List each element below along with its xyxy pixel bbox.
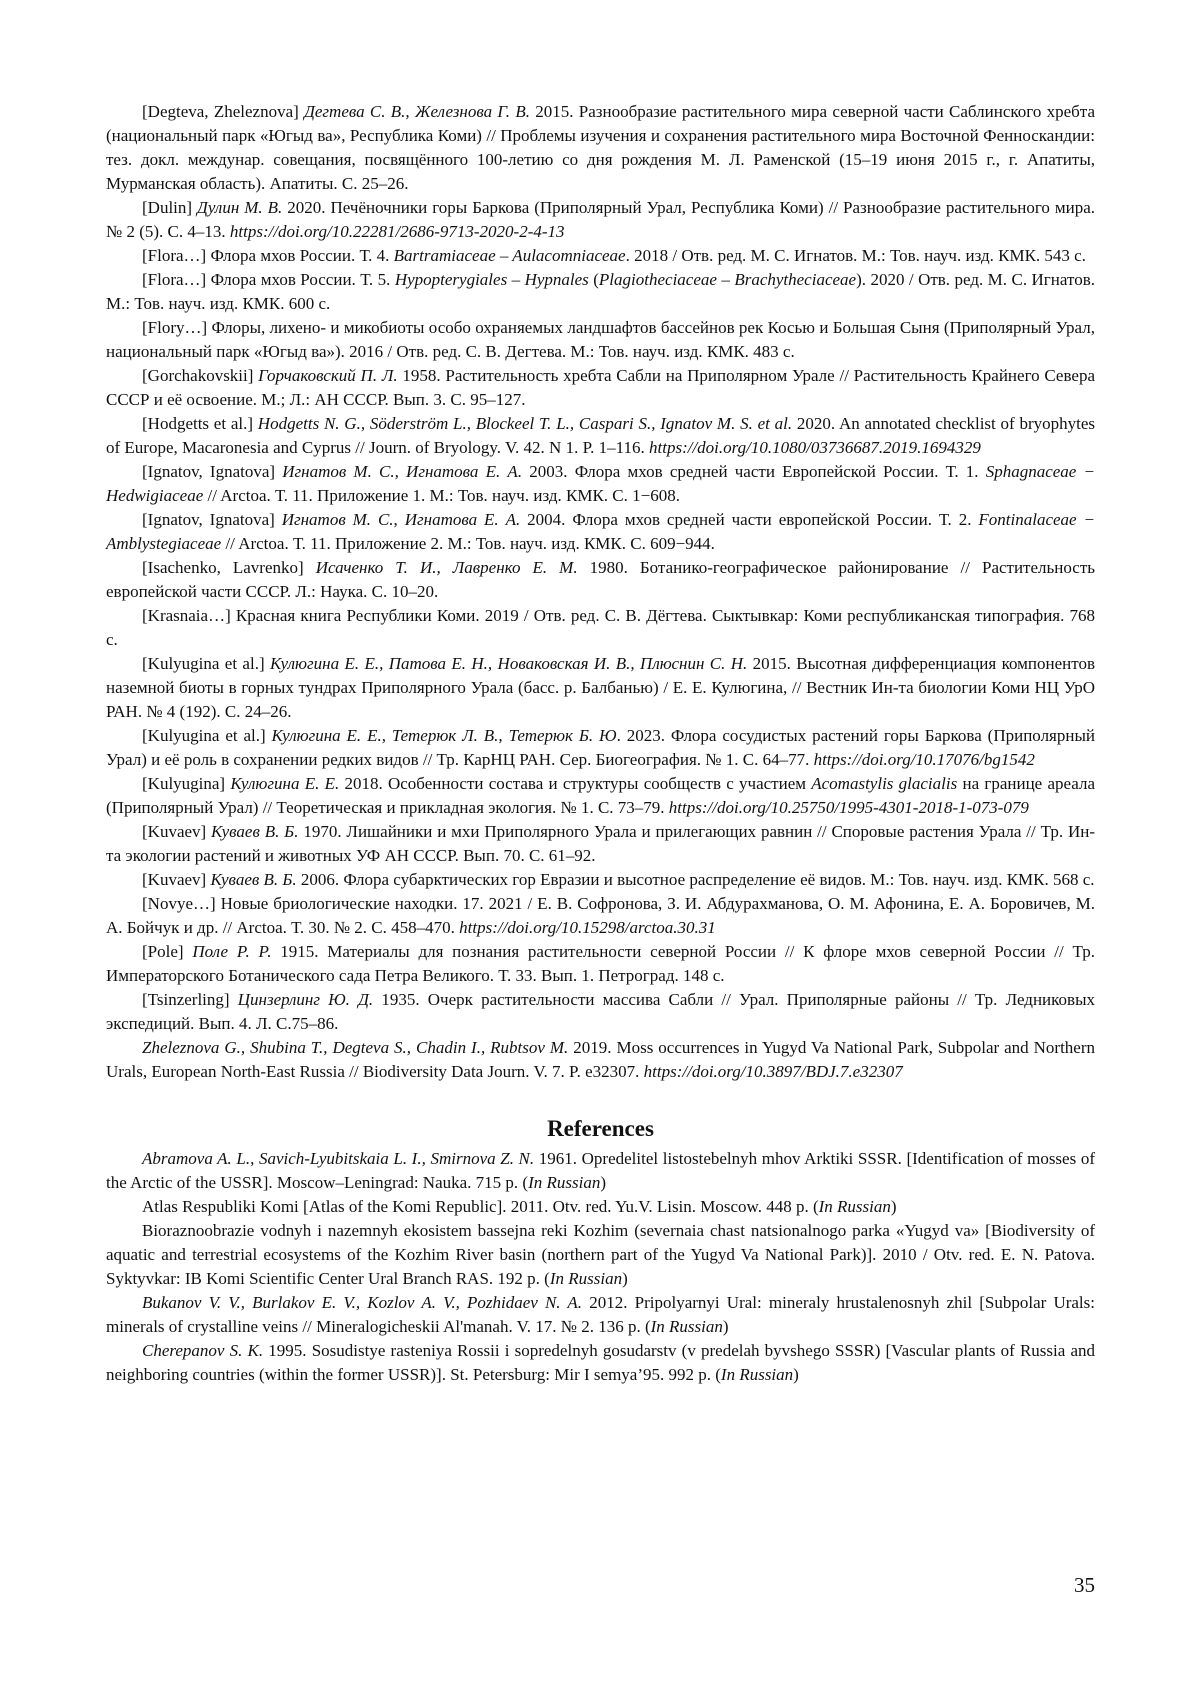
references-list [106, 1147, 1095, 1387]
italic-text: https://doi.org/10.22281/2686-9713-2020-2-4-13 [230, 222, 565, 241]
reference-text: [Ignatov, Ignatova] [142, 462, 282, 481]
reference-text: ) [723, 1317, 729, 1336]
reference-entry [106, 244, 1095, 268]
reference-entry [106, 868, 1095, 892]
italic-text: Дулин М. В. [197, 198, 282, 217]
reference-text: 1958. Растительность хребта Сабли на Приполярном Урале // Растительность Крайнего Севера СССР и её освоение. М.; Л.: АН СССР. Вып. 3. С. 95–127. [106, 366, 1095, 409]
italic-text: Cherepanov S. K. [142, 1341, 263, 1360]
reference-text: [Novye…] Новые бриологические находки. 17. 2021 / Е. В. Софронова, З. И. Абдурахманова, О. М. Афонина, Е. А. Боровичев, М. А. Бойчук и др. // Arctoa. Т. 30. № 2. С. 458–470. [106, 894, 1095, 937]
italic-text: Sphagnaceae − Hedwigiaceae [106, 462, 1095, 505]
reference-entry [106, 196, 1095, 244]
reference-text: [Hodgetts et al.] [142, 414, 258, 433]
reference-text: . 2018 / Отв. ред. М. С. Игнатов. М.: Тов. науч. изд. КМК. 543 с. [626, 246, 1086, 265]
italic-text: In Russian [528, 1173, 600, 1192]
reference-text: 1915. Материалы для познания растительности северной России // К флоре мхов северной России // Тр. Императорского Ботанического сада Петра Великого. Т. 33. Вып. 1. Петроград. 148 с. [106, 942, 1095, 985]
reference-text: [Degteva, Zheleznova] [142, 102, 304, 121]
italic-text: Acomastylis glacialis [811, 774, 957, 793]
reference-entry [106, 1147, 1095, 1195]
italic-text: Plagiotheciaceae – Brachytheciaceae [599, 270, 856, 289]
reference-entry [106, 724, 1095, 772]
reference-text: ) [622, 1269, 628, 1288]
reference-text: ). 2020 / Отв. ред. М. С. Игнатов. М.: Тов. науч. изд. КМК. 600 с. [106, 270, 1095, 313]
reference-text: [Pole] [142, 942, 192, 961]
reference-text: // Arctoa. Т. 11. Приложение 2. М.: Тов. науч. изд. КМК. С. 609−944. [221, 534, 715, 553]
reference-entry [106, 652, 1095, 724]
italic-text: Кулюгина Е. Е. [230, 774, 339, 793]
reference-text: 2018. Особенности состава и структуры сообществ с участием [339, 774, 811, 793]
page-number: 35 [1050, 1573, 1095, 1597]
reference-text: [Kuvaev] [142, 822, 211, 841]
reference-entry [106, 316, 1095, 364]
reference-entry [106, 604, 1095, 652]
reference-text: Bioraznoobrazie vodnyh i nazemnyh ekosistem bassejna reki Kozhim (severnaia chast natsionalnogo parka «Yugyd va» [Biodiversity of aquatic and terrestrial ecosystems of the Kozhim River basin (northern part of the Yugyd Va National Park)]. 2010 / Otv. red. E. N. Patova. Syktyvkar: IB Komi Scientific Center Ural Branch RAS. 192 p. ( [106, 1221, 1095, 1288]
reference-text: 2012. Pripolyarnyi Ural: mineraly hrustalenosnyh zhil [Subpolar Urals: minerals of crystalline veins // Mineralogicheskii Al'manah. V. 17. № 2. 136 p. ( [106, 1293, 1095, 1336]
reference-text: [Kulyugina et al.] [142, 654, 270, 673]
italic-text: Куваев В. Б. [211, 822, 298, 841]
reference-text: [Isachenko, Lavrenko] [142, 558, 316, 577]
italic-text: Hypopterygiales – Hypnales [395, 270, 589, 289]
reference-text: // Arctoa. Т. 11. Приложение 1. М.: Тов. науч. изд. КМК. С. 1−608. [203, 486, 680, 505]
italic-text: Игнатов М. С., Игнатова Е. А. [282, 510, 521, 529]
reference-entry [106, 364, 1095, 412]
russian-reference-list [106, 100, 1095, 1084]
reference-entry [106, 1339, 1095, 1387]
reference-text: [Kuvaev] [142, 870, 210, 889]
reference-text: на границе ареала (Приполярный Урал) // Теоретическая и прикладная экология. № 1. С. 73–79. [106, 774, 1095, 817]
reference-entry [106, 100, 1095, 196]
reference-text: Atlas Respubliki Komi [Atlas of the Komi Republic]. 2011. Otv. red. Yu.V. Lisin. Moscow. 448 p. ( [142, 1197, 819, 1216]
reference-text: [Flora…] Флора мхов России. Т. 4. [142, 246, 394, 265]
reference-text: [Flory…] Флоры, лихено- и микобиоты особо охраняемых ландшафтов бассейнов рек Косью и Большая Сыня (Приполярный Урал, национальный парк «Югыд ва»). 2016 / Отв. ред. С. В. Дегтева. М.: Тов. науч. изд. КМК. 483 с. [106, 318, 1095, 361]
italic-text: https://doi.org/10.25750/1995-4301-2018-1-073-079 [669, 798, 1029, 817]
reference-text: 2003. Флора мхов средней части Европейской России. Т. 1. [522, 462, 986, 481]
reference-text: ) [891, 1197, 897, 1216]
reference-entry [106, 772, 1095, 820]
page-content [106, 100, 1095, 1387]
reference-entry [106, 1291, 1095, 1339]
references-heading: References [106, 1115, 1095, 1143]
reference-text: 2020. Печёночники горы Баркова (Приполярный Урал, Республика Коми) // Разнообразие растительного мира. № 2 (5). С. 4–13. [106, 198, 1095, 241]
reference-text: 2004. Флора мхов средней части европейской России. Т. 2. [520, 510, 978, 529]
reference-text: [Gorchakovskii] [142, 366, 258, 385]
reference-text: [Kulyugina et al.] [142, 726, 272, 745]
reference-entry [106, 268, 1095, 316]
italic-text: Исаченко Т. И., Лавренко Е. М. [316, 558, 578, 577]
document-page [0, 0, 1200, 1694]
reference-text: 1970. Лишайники и мхи Приполярного Урала и прилегающих равнин // Споровые растения Урала // Тр. Ин-та экологии растений и животных УФ АН СССР. Вып. 70. С. 61–92. [106, 822, 1095, 865]
italic-text: In Russian [550, 1269, 622, 1288]
italic-text: Дегтева С. В., Железнова Г. В. [304, 102, 530, 121]
italic-text: Bukanov V. V., Burlakov E. V., Kozlov A. V., Pozhidaev N. A. [142, 1293, 582, 1312]
reference-entry [106, 1219, 1095, 1291]
reference-text: 2006. Флора субарктических гор Евразии и высотное распределение её видов. М.: Тов. науч. изд. КМК. 568 с. [297, 870, 1095, 889]
reference-text: 1935. Очерк растительности массива Сабли // Урал. Приполярные районы // Тр. Ледниковых экспедиций. Вып. 4. Л. С.75–86. [106, 990, 1095, 1033]
italic-text: https://doi.org/10.15298/arctoa.30.31 [459, 918, 716, 937]
italic-text: In Russian [651, 1317, 723, 1336]
reference-entry [106, 508, 1095, 556]
italic-text: Fontinalaceae − Amblystegiaceae [106, 510, 1095, 553]
reference-text: [Flora…] Флора мхов России. Т. 5. [142, 270, 395, 289]
italic-text: Hodgetts N. G., Söderström L., Blockeel T. L., Caspari S., Ignatov M. S. et al. [258, 414, 792, 433]
reference-entry [106, 1195, 1095, 1219]
reference-text: ( [589, 270, 599, 289]
reference-entry [106, 412, 1095, 460]
italic-text: In Russian [721, 1365, 793, 1384]
italic-text: Куваев В. Б. [210, 870, 296, 889]
reference-text: 1961. Opredelitel listostebelnyh mhov Arktiki SSSR. [Identification of mosses of the Arctic of the USSR]. Moscow–Leningrad: Nauka. 715 p. ( [106, 1149, 1095, 1192]
reference-text: 2015. Разнообразие растительного мира северной части Саблинского хребта (национальный парк «Югыд ва», Республика Коми) // Проблемы изучения и сохранения растительного мира Восточной Фенноскандии: тез. докл. междунар. совещания, посвящённого 100-летию со дня рождения М. Л. Раменской (15–19 июня 2015 г., г. Апатиты, Мурманская область). Апатиты. С. 25–26. [106, 102, 1095, 193]
reference-entry [106, 988, 1095, 1036]
italic-text: https://doi.org/10.17076/bg1542 [814, 750, 1035, 769]
italic-text: Bartramiaceae – Aulacomniaceae [394, 246, 626, 265]
reference-text: 1980. Ботанико-географическое районирование // Растительность европейской части СССР. Л.: Наука. С. 10–20. [106, 558, 1095, 601]
italic-text: https://doi.org/10.1080/03736687.2019.1694329 [649, 438, 981, 457]
reference-entry [106, 820, 1095, 868]
reference-text: ) [793, 1365, 799, 1384]
reference-text: . 2023. Флора сосудистых растений горы Баркова (Приполярный Урал) и её роль в сохранении редких видов // Тр. КарНЦ РАН. Сер. Биогеография. № 1. С. 64–77. [106, 726, 1095, 769]
italic-text: Цинзерлинг Ю. Д. [238, 990, 373, 1009]
reference-text: [Kulyugina] [142, 774, 230, 793]
reference-text: [Dulin] [142, 198, 197, 217]
italic-text: Кулюгина Е. Е., Тетерюк Л. В., Тетерюк Б. Ю [272, 726, 617, 745]
reference-text: [Tsinzerling] [142, 990, 238, 1009]
reference-text: 2020. An annotated checklist of bryophytes of Europe, Macaronesia and Cyprus // Journ. of Bryology. V. 42. N 1. P. 1–116. [106, 414, 1095, 457]
reference-text: 1995. Sosudistye rasteniya Rossii i sopredelnyh gosudarstv (v predelah byvshego SSSR) [Vascular plants of Russia and neighboring countries (within the former USSR)]. St. Petersburg: Mir I semya’95. 992 p. ( [106, 1341, 1095, 1384]
italic-text: Кулюгина Е. Е., Патова Е. Н., Новаковская И. В., Плюснин С. Н. [270, 654, 747, 673]
reference-entry [106, 1036, 1095, 1084]
reference-entry [106, 460, 1095, 508]
reference-entry [106, 940, 1095, 988]
italic-text: https://doi.org/10.3897/BDJ.7.e32307 [644, 1062, 903, 1081]
reference-text: 2015. Высотная дифференциация компонентов наземной биоты в горных тундрах Приполярного Урала (басс. р. Балбанью) / Е. Е. Кулюгина, // Вестник Ин-та биологии Коми НЦ УрО РАН. № 4 (192). С. 24–26. [106, 654, 1095, 721]
reference-entry [106, 556, 1095, 604]
italic-text: In Russian [819, 1197, 891, 1216]
italic-text: Zheleznova G., Shubina T., Degteva S., Chadin I., Rubtsov M. [142, 1038, 568, 1057]
reference-entry [106, 892, 1095, 940]
reference-text: ) [600, 1173, 606, 1192]
italic-text: Поле Р. Р. [192, 942, 271, 961]
reference-text: [Ignatov, Ignatova] [142, 510, 282, 529]
reference-text: 2019. Moss occurrences in Yugyd Va National Park, Subpolar and Northern Urals, European North-East Russia // Biodiversity Data Journ. V. 7. P. e32307. [106, 1038, 1095, 1081]
reference-text: [Krasnaia…] Красная книга Республики Коми. 2019 / Отв. ред. С. В. Дёгтева. Сыктывкар: Коми республиканская типография. 768 с. [106, 606, 1095, 649]
italic-text: Горчаковский П. Л. [258, 366, 397, 385]
italic-text: Игнатов М. С., Игнатова Е. А. [282, 462, 522, 481]
italic-text: Abramova A. L., Savich-Lyubitskaia L. I., Smirnova Z. N. [142, 1149, 534, 1168]
